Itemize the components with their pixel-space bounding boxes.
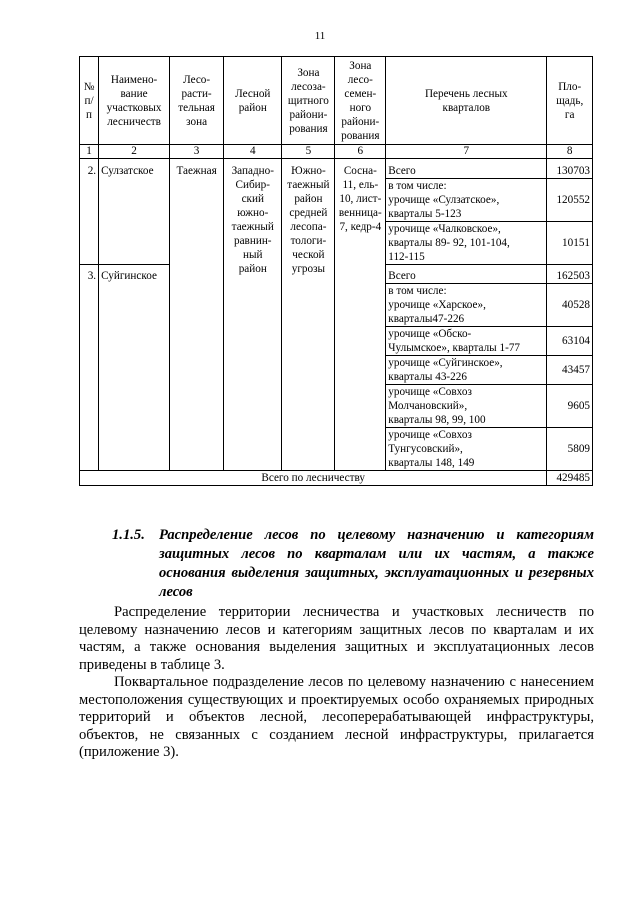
area-value: 9605: [547, 385, 593, 428]
section-heading: [112, 526, 594, 602]
vegetation-zone: Таежная: [170, 159, 224, 471]
forestry-table: [79, 56, 593, 486]
page-number: 11: [314, 30, 326, 42]
column-number: 4: [224, 145, 282, 159]
section-number: 1.1.5.: [112, 527, 145, 543]
area-value: 63104: [547, 327, 593, 356]
paragraph: [79, 674, 594, 762]
quarter-list: Всего: [386, 265, 547, 284]
total-row: [80, 471, 593, 486]
quarter-list: урочище «Обско- Чулымское», кварталы 1-77: [386, 327, 547, 356]
area-value: 10151: [547, 222, 593, 265]
quarter-list: урочище «Совхоз Молчановский», кварталы 98, 99, 100: [386, 385, 547, 428]
header-cell: № п/п: [80, 57, 99, 145]
header-cell: Пло- щадь, га: [547, 57, 593, 145]
header-cell: Зона лесоза- щитного райони- рования: [282, 57, 335, 145]
area-value: 162503: [547, 265, 593, 284]
forestry-name: Суйгинское: [99, 265, 170, 471]
seed-zone: Сосна- 11, ель- 10, лист- венница- 7, кедр-4: [335, 159, 386, 471]
header-cell: Перечень лесных кварталов: [386, 57, 547, 145]
section-title: Распределение лесов по целевому назначению и категориям защитных лесов по кварталам или их частям, а также основания выделения защитных, эксплуатационных и резервных лесов: [159, 527, 594, 600]
quarter-list: в том числе: урочище «Сулзатское», кварталы 5-123: [386, 179, 547, 222]
header-cell: Лесо- расти- тельная зона: [170, 57, 224, 145]
paragraph: [79, 604, 594, 674]
forestry-name: Сулзатское: [99, 159, 170, 265]
column-number: 6: [335, 145, 386, 159]
protective-zone: Южно- таежный район средней лесопа- тологи- ческой угрозы: [282, 159, 335, 471]
header-cell: Лесной район: [224, 57, 282, 145]
total-area: 429485: [547, 471, 593, 486]
quarter-list: урочище «Совхоз Тунгусовский», кварталы 148, 149: [386, 428, 547, 471]
area-value: 43457: [547, 356, 593, 385]
column-number: 8: [547, 145, 593, 159]
header-cell: Наимено- вание участковых лесничеств: [99, 57, 170, 145]
table-row: [80, 159, 593, 179]
header-cell: Зона лесо- семен- ного райони- рования: [335, 57, 386, 145]
quarter-list: урочище «Чалковское», кварталы 89- 92, 101-104, 112-115: [386, 222, 547, 265]
area-value: 40528: [547, 284, 593, 327]
total-label: Всего по лесничеству: [80, 471, 547, 486]
paragraph-text: Поквартальное подразделение лесов по целевому назначению с нанесением местоположения существующих и проектируемых особо охраняемых природных территорий и объектов лесной, лесоперерабатывающей инфраструктуры, объектов, не связанных с созданием лесной инфраструктуры, прилагается (приложение 3).: [79, 674, 594, 760]
quarter-list: Всего: [386, 159, 547, 179]
forest-district: Западно- Сибир- ский южно- таежный равнин- ный район: [224, 159, 282, 471]
column-number: 2: [99, 145, 170, 159]
paragraph-text: Распределение территории лесничества и участковых лесничеств по целевому назначению лесов и категориям защитных лесов по кварталам и их частям, а также основания выделения защитных и эксплуатационных лесов приведены в таблице 3.: [79, 604, 594, 673]
column-number: 5: [282, 145, 335, 159]
column-number-row: [80, 145, 593, 159]
column-number: 3: [170, 145, 224, 159]
column-number: 1: [80, 145, 99, 159]
row-number: 3.: [80, 265, 99, 471]
area-value: 5809: [547, 428, 593, 471]
quarter-list: в том числе: урочище «Харское», кварталы47-226: [386, 284, 547, 327]
quarter-list: урочище «Суйгинское», кварталы 43-226: [386, 356, 547, 385]
header-row: [80, 57, 593, 145]
area-value: 120552: [547, 179, 593, 222]
row-number: 2.: [80, 159, 99, 265]
area-value: 130703: [547, 159, 593, 179]
column-number: 7: [386, 145, 547, 159]
